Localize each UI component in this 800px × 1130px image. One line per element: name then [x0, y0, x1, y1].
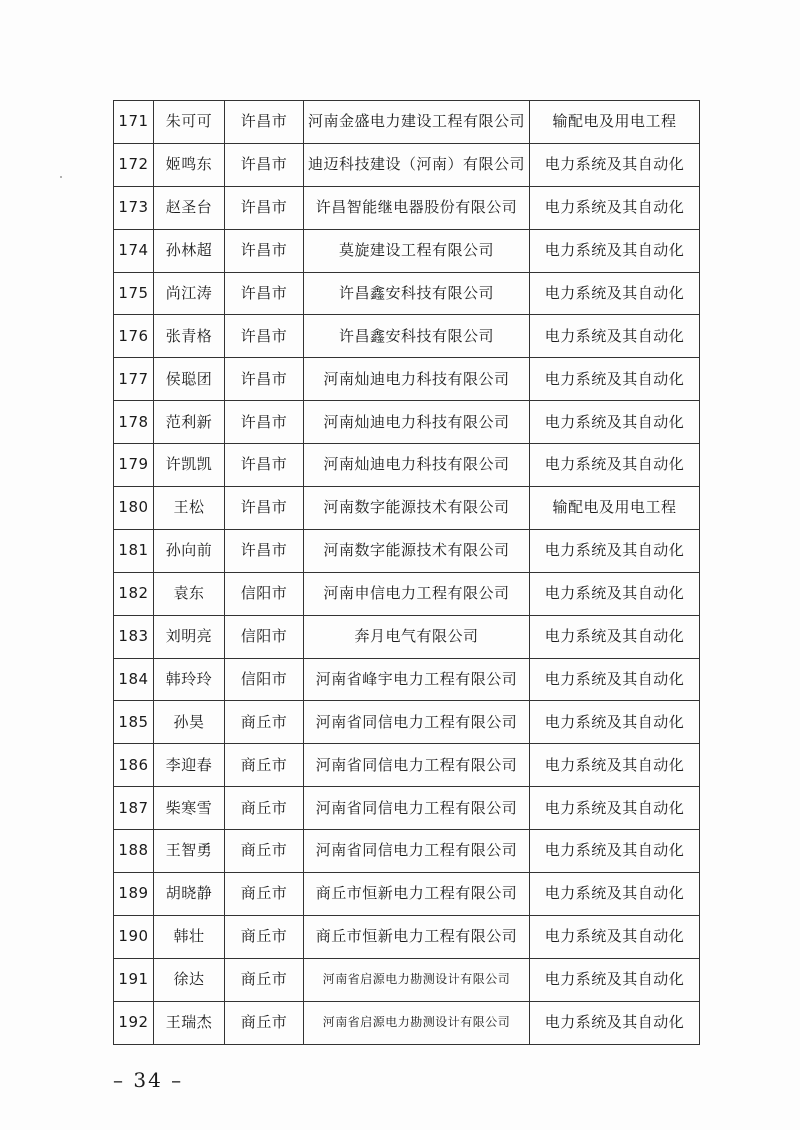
person-name-cell: 徐达 — [154, 958, 225, 1001]
company-name-cell: 河南数字能源技术有限公司 — [304, 529, 530, 572]
person-name-cell: 朱可可 — [154, 101, 225, 144]
table-row — [114, 143, 700, 186]
row-number-cell: 188 — [114, 830, 154, 873]
person-name-cell: 王瑞杰 — [154, 1001, 225, 1044]
company-name-cell: 河南金盛电力建设工程有限公司 — [304, 101, 530, 144]
row-number-cell: 178 — [114, 401, 154, 444]
row-number-cell: 173 — [114, 186, 154, 229]
row-number-cell: 187 — [114, 787, 154, 830]
company-name-cell: 河南申信电力工程有限公司 — [304, 572, 530, 615]
row-number-cell: 189 — [114, 873, 154, 916]
person-name-cell: 孙昊 — [154, 701, 225, 744]
table-row — [114, 487, 700, 530]
person-name-cell: 孙林超 — [154, 229, 225, 272]
city-name-cell: 商丘市 — [225, 958, 304, 1001]
city-name-cell: 许昌市 — [225, 229, 304, 272]
person-name-cell: 刘明亮 — [154, 615, 225, 658]
specialty-cell: 电力系统及其自动化 — [530, 529, 700, 572]
table-row — [114, 958, 700, 1001]
person-name-cell: 柴寒雪 — [154, 787, 225, 830]
city-name-cell: 商丘市 — [225, 744, 304, 787]
company-name-cell: 河南省同信电力工程有限公司 — [304, 744, 530, 787]
person-name-cell: 王松 — [154, 487, 225, 530]
company-name-cell: 河南灿迪电力科技有限公司 — [304, 358, 530, 401]
company-name-cell: 河南省峰宇电力工程有限公司 — [304, 658, 530, 701]
table-row — [114, 186, 700, 229]
row-number-cell: 186 — [114, 744, 154, 787]
company-name-cell: 河南数字能源技术有限公司 — [304, 487, 530, 530]
specialty-cell: 电力系统及其自动化 — [530, 658, 700, 701]
specialty-cell: 电力系统及其自动化 — [530, 787, 700, 830]
company-name-cell: 河南省同信电力工程有限公司 — [304, 701, 530, 744]
company-name-cell: 商丘市恒新电力工程有限公司 — [304, 873, 530, 916]
city-name-cell: 许昌市 — [225, 143, 304, 186]
table-row — [114, 315, 700, 358]
table-row — [114, 873, 700, 916]
table-row — [114, 830, 700, 873]
specialty-cell: 电力系统及其自动化 — [530, 615, 700, 658]
company-name-cell: 莫旋建设工程有限公司 — [304, 229, 530, 272]
table-row — [114, 658, 700, 701]
city-name-cell: 商丘市 — [225, 915, 304, 958]
person-name-cell: 李迎春 — [154, 744, 225, 787]
person-name-cell: 范利新 — [154, 401, 225, 444]
row-number-cell: 177 — [114, 358, 154, 401]
person-name-cell: 袁东 — [154, 572, 225, 615]
city-name-cell: 许昌市 — [225, 186, 304, 229]
city-name-cell: 许昌市 — [225, 401, 304, 444]
specialty-cell: 电力系统及其自动化 — [530, 958, 700, 1001]
specialty-cell: 电力系统及其自动化 — [530, 143, 700, 186]
specialty-cell: 电力系统及其自动化 — [530, 572, 700, 615]
company-name-cell: 许昌鑫安科技有限公司 — [304, 272, 530, 315]
city-name-cell: 商丘市 — [225, 830, 304, 873]
table-row — [114, 1001, 700, 1044]
person-name-cell: 张青格 — [154, 315, 225, 358]
row-number-cell: 175 — [114, 272, 154, 315]
specialty-cell: 输配电及用电工程 — [530, 101, 700, 144]
specialty-cell: 电力系统及其自动化 — [530, 401, 700, 444]
city-name-cell: 商丘市 — [225, 701, 304, 744]
city-name-cell: 许昌市 — [225, 487, 304, 530]
person-name-cell: 韩壮 — [154, 915, 225, 958]
city-name-cell: 许昌市 — [225, 358, 304, 401]
specialty-cell: 电力系统及其自动化 — [530, 272, 700, 315]
company-name-cell: 河南灿迪电力科技有限公司 — [304, 444, 530, 487]
person-name-cell: 尚江涛 — [154, 272, 225, 315]
city-name-cell: 许昌市 — [225, 529, 304, 572]
personnel-table — [113, 100, 700, 1045]
table-row — [114, 744, 700, 787]
row-number-cell: 171 — [114, 101, 154, 144]
company-name-cell: 河南灿迪电力科技有限公司 — [304, 401, 530, 444]
row-number-cell: 176 — [114, 315, 154, 358]
table-row — [114, 572, 700, 615]
row-number-cell: 180 — [114, 487, 154, 530]
row-number-cell: 179 — [114, 444, 154, 487]
specialty-cell: 电力系统及其自动化 — [530, 873, 700, 916]
table-row — [114, 229, 700, 272]
row-number-cell: 182 — [114, 572, 154, 615]
city-name-cell: 商丘市 — [225, 873, 304, 916]
company-name-cell: 河南省启源电力勘测设计有限公司 — [304, 958, 530, 1001]
city-name-cell: 信阳市 — [225, 572, 304, 615]
row-number-cell: 184 — [114, 658, 154, 701]
person-name-cell: 胡晓静 — [154, 873, 225, 916]
row-number-cell: 181 — [114, 529, 154, 572]
specialty-cell: 电力系统及其自动化 — [530, 915, 700, 958]
row-number-cell: 190 — [114, 915, 154, 958]
company-name-cell: 许昌鑫安科技有限公司 — [304, 315, 530, 358]
person-name-cell: 王智勇 — [154, 830, 225, 873]
specialty-cell: 电力系统及其自动化 — [530, 186, 700, 229]
specialty-cell: 输配电及用电工程 — [530, 487, 700, 530]
city-name-cell: 许昌市 — [225, 272, 304, 315]
specialty-cell: 电力系统及其自动化 — [530, 701, 700, 744]
row-number-cell: 191 — [114, 958, 154, 1001]
city-name-cell: 许昌市 — [225, 101, 304, 144]
table-row — [114, 529, 700, 572]
company-name-cell: 商丘市恒新电力工程有限公司 — [304, 915, 530, 958]
city-name-cell: 许昌市 — [225, 444, 304, 487]
table-row — [114, 915, 700, 958]
person-name-cell: 侯聪团 — [154, 358, 225, 401]
person-name-cell: 姬鸣东 — [154, 143, 225, 186]
specialty-cell: 电力系统及其自动化 — [530, 1001, 700, 1044]
specialty-cell: 电力系统及其自动化 — [530, 358, 700, 401]
person-name-cell: 许凯凯 — [154, 444, 225, 487]
table-row — [114, 787, 700, 830]
company-name-cell: 河南省同信电力工程有限公司 — [304, 830, 530, 873]
company-name-cell: 河南省启源电力勘测设计有限公司 — [304, 1001, 530, 1044]
specialty-cell: 电力系统及其自动化 — [530, 229, 700, 272]
person-name-cell: 韩玲玲 — [154, 658, 225, 701]
company-name-cell: 迪迈科技建设（河南）有限公司 — [304, 143, 530, 186]
table-row — [114, 101, 700, 144]
specialty-cell: 电力系统及其自动化 — [530, 744, 700, 787]
person-name-cell: 孙向前 — [154, 529, 225, 572]
person-name-cell: 赵圣台 — [154, 186, 225, 229]
table-row — [114, 358, 700, 401]
row-number-cell: 183 — [114, 615, 154, 658]
table-row — [114, 615, 700, 658]
company-name-cell: 许昌智能继电器股份有限公司 — [304, 186, 530, 229]
table-body — [114, 101, 700, 1045]
specialty-cell: 电力系统及其自动化 — [530, 444, 700, 487]
scan-speck — [60, 176, 62, 178]
city-name-cell: 商丘市 — [225, 787, 304, 830]
specialty-cell: 电力系统及其自动化 — [530, 315, 700, 358]
city-name-cell: 信阳市 — [225, 615, 304, 658]
table-row — [114, 444, 700, 487]
table-row — [114, 701, 700, 744]
city-name-cell: 信阳市 — [225, 658, 304, 701]
row-number-cell: 172 — [114, 143, 154, 186]
city-name-cell: 商丘市 — [225, 1001, 304, 1044]
row-number-cell: 185 — [114, 701, 154, 744]
table-row — [114, 272, 700, 315]
city-name-cell: 许昌市 — [225, 315, 304, 358]
table-row — [114, 401, 700, 444]
page-number: – 34 – — [113, 1068, 184, 1092]
company-name-cell: 奔月电气有限公司 — [304, 615, 530, 658]
row-number-cell: 174 — [114, 229, 154, 272]
row-number-cell: 192 — [114, 1001, 154, 1044]
specialty-cell: 电力系统及其自动化 — [530, 830, 700, 873]
company-name-cell: 河南省同信电力工程有限公司 — [304, 787, 530, 830]
